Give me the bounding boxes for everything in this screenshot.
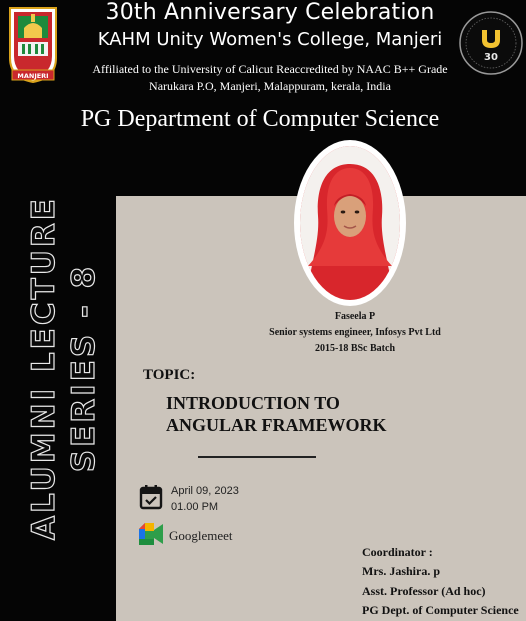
department-title: PG Department of Computer Science: [80, 106, 440, 132]
calendar-check-icon: [139, 484, 163, 510]
speaker-photo: [300, 146, 400, 300]
event-title: 30th Anniversary Celebration: [105, 0, 435, 25]
topic-divider: [198, 456, 316, 458]
coordinator-name: Mrs. Jashira. p: [362, 564, 440, 578]
speaker-portrait-icon: [300, 146, 400, 300]
crest-banner-text: MANJERI: [17, 72, 49, 80]
series-vertical-title: [24, 168, 104, 568]
series-line-1: ALUMNI LECTURE: [26, 196, 62, 540]
event-time: 01.00 PM: [171, 501, 219, 513]
event-date: April 09, 2023: [171, 485, 239, 497]
speaker-batch: 2015-18 BSc Batch: [315, 343, 395, 354]
speaker-role: Senior systems engineer, Infosys Pvt Ltd: [269, 327, 441, 338]
series-line-2: SERIES - 8: [66, 263, 102, 473]
college-name: KAHM Unity Women's College, Manjeri: [97, 29, 443, 50]
speaker-name: Faseela P: [334, 311, 376, 322]
coordinator-position: Asst. Professor (Ad hoc): [362, 584, 486, 598]
seal-number: 30: [484, 52, 498, 63]
topic-label: TOPIC:: [143, 367, 196, 383]
affiliation-text: Affiliated to the University of Calicut Reaccredited by NAAC B++ Grade: [92, 62, 448, 76]
address-text: Narukara P.O, Manjeri, Malappuram, kerala, India: [149, 79, 391, 93]
meeting-platform: Googlemeet: [169, 528, 233, 543]
google-meet-icon: [139, 523, 163, 545]
topic-line-2: ANGULAR FRAMEWORK: [166, 415, 387, 435]
topic-line-1: INTRODUCTION TO: [166, 393, 340, 413]
coordinator-label: Coordinator :: [362, 545, 433, 559]
coordinator-department: PG Dept. of Computer Science: [362, 603, 519, 617]
